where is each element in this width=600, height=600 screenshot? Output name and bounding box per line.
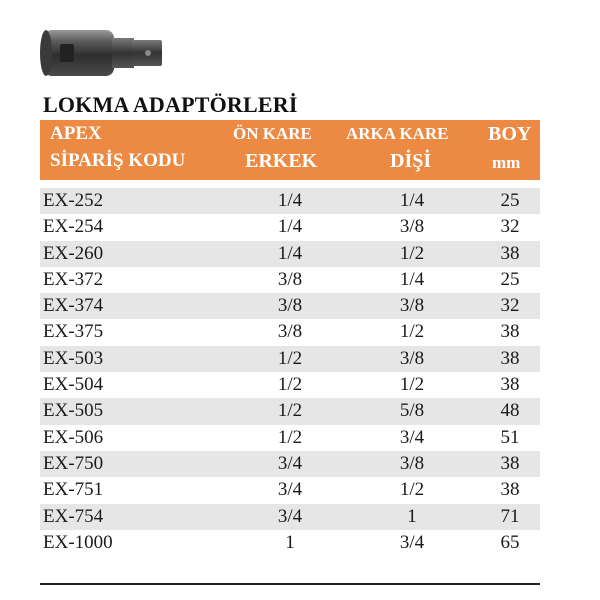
cell-on-kare: 1/2 bbox=[277, 347, 303, 369]
cell-on-kare: 1/4 bbox=[277, 216, 303, 238]
cell-arka-kare: 3/4 bbox=[399, 531, 425, 553]
header-arka-kare: ARKA KARE bbox=[346, 124, 449, 143]
cell-arka-kare: 1/4 bbox=[399, 190, 425, 211]
cell-boy: 71 bbox=[500, 505, 520, 527]
table-row bbox=[40, 504, 540, 530]
cell-on-kare: 1/2 bbox=[277, 426, 303, 448]
page-title: LOKMA ADAPTÖRLERİ bbox=[43, 92, 298, 117]
cell-code: EX-375 bbox=[43, 321, 104, 343]
cell-code: EX-750 bbox=[43, 452, 104, 474]
cell-code: EX-372 bbox=[43, 268, 104, 290]
header-boy: BOY bbox=[488, 123, 532, 145]
cell-arka-kare: 3/8 bbox=[399, 216, 425, 238]
table-row bbox=[40, 267, 540, 293]
header-erkek: ERKEK bbox=[245, 150, 318, 172]
cell-on-kare: 3/8 bbox=[277, 268, 303, 290]
cell-code: EX-252 bbox=[43, 190, 104, 211]
cell-code: EX-504 bbox=[43, 374, 104, 396]
cell-boy: 25 bbox=[500, 190, 520, 211]
cell-on-kare: 3/4 bbox=[277, 479, 303, 501]
table-row bbox=[40, 477, 540, 503]
cell-arka-kare: 3/8 bbox=[399, 452, 425, 474]
cell-arka-kare: 1/4 bbox=[399, 268, 425, 290]
table-row bbox=[40, 293, 540, 319]
table-row bbox=[40, 451, 540, 477]
cell-boy: 38 bbox=[500, 479, 520, 501]
cell-code: EX-751 bbox=[43, 479, 104, 501]
table-row bbox=[40, 241, 540, 267]
header-siparis-kodu: SİPARİŞ KODU bbox=[50, 150, 186, 171]
table-row bbox=[40, 319, 540, 345]
cell-code: EX-374 bbox=[43, 295, 104, 317]
cell-on-kare: 3/4 bbox=[277, 452, 303, 474]
cell-arka-kare: 1 bbox=[407, 505, 417, 527]
cell-on-kare: 1/4 bbox=[277, 242, 303, 264]
cell-on-kare: 3/8 bbox=[277, 295, 303, 317]
table-row bbox=[40, 214, 540, 240]
table-row bbox=[40, 346, 540, 372]
cell-code: EX-1000 bbox=[43, 531, 113, 553]
cell-boy: 32 bbox=[500, 216, 520, 238]
cell-boy: 38 bbox=[500, 242, 520, 264]
cell-on-kare: 3/8 bbox=[277, 321, 303, 343]
cell-boy: 38 bbox=[500, 452, 520, 474]
table-row bbox=[40, 372, 540, 398]
cell-on-kare: 1/2 bbox=[277, 400, 303, 422]
table-row bbox=[40, 398, 540, 424]
table-row bbox=[40, 425, 540, 451]
header-mm: mm bbox=[492, 153, 521, 172]
cell-boy: 51 bbox=[500, 426, 520, 448]
cell-boy: 25 bbox=[500, 268, 520, 290]
cell-boy: 32 bbox=[500, 295, 520, 317]
table-header bbox=[40, 120, 540, 180]
table-row bbox=[40, 530, 540, 556]
socket-adapter-image bbox=[38, 22, 168, 82]
cell-on-kare: 1/4 bbox=[277, 190, 303, 211]
cell-boy: 38 bbox=[500, 374, 520, 396]
table-body bbox=[40, 188, 540, 556]
cell-code: EX-505 bbox=[43, 400, 104, 422]
cell-boy: 48 bbox=[500, 400, 520, 422]
cell-on-kare: 3/4 bbox=[277, 505, 303, 527]
table-bottom-rule bbox=[40, 583, 540, 585]
cell-arka-kare: 1/2 bbox=[399, 374, 425, 396]
cell-boy: 65 bbox=[500, 531, 520, 553]
cell-code: EX-506 bbox=[43, 426, 104, 448]
cell-arka-kare: 1/2 bbox=[399, 242, 425, 264]
cell-arka-kare: 3/8 bbox=[399, 347, 425, 369]
cell-arka-kare: 3/4 bbox=[399, 426, 425, 448]
cell-code: EX-260 bbox=[43, 242, 104, 264]
cell-arka-kare: 1/2 bbox=[399, 321, 425, 343]
header-disi: DİŞİ bbox=[390, 150, 432, 172]
cell-boy: 38 bbox=[500, 347, 520, 369]
cell-code: EX-754 bbox=[43, 505, 104, 527]
cell-on-kare: 1 bbox=[285, 531, 295, 553]
cell-arka-kare: 1/2 bbox=[399, 479, 425, 501]
table-row bbox=[40, 188, 540, 214]
cell-arka-kare: 5/8 bbox=[399, 400, 425, 422]
header-apex: APEX bbox=[50, 123, 102, 144]
cell-code: EX-254 bbox=[43, 216, 104, 238]
cell-boy: 38 bbox=[500, 321, 520, 343]
cell-code: EX-503 bbox=[43, 347, 104, 369]
cell-arka-kare: 3/8 bbox=[399, 295, 425, 317]
cell-on-kare: 1/2 bbox=[277, 374, 303, 396]
header-on-kare: ÖN KARE bbox=[233, 124, 312, 143]
